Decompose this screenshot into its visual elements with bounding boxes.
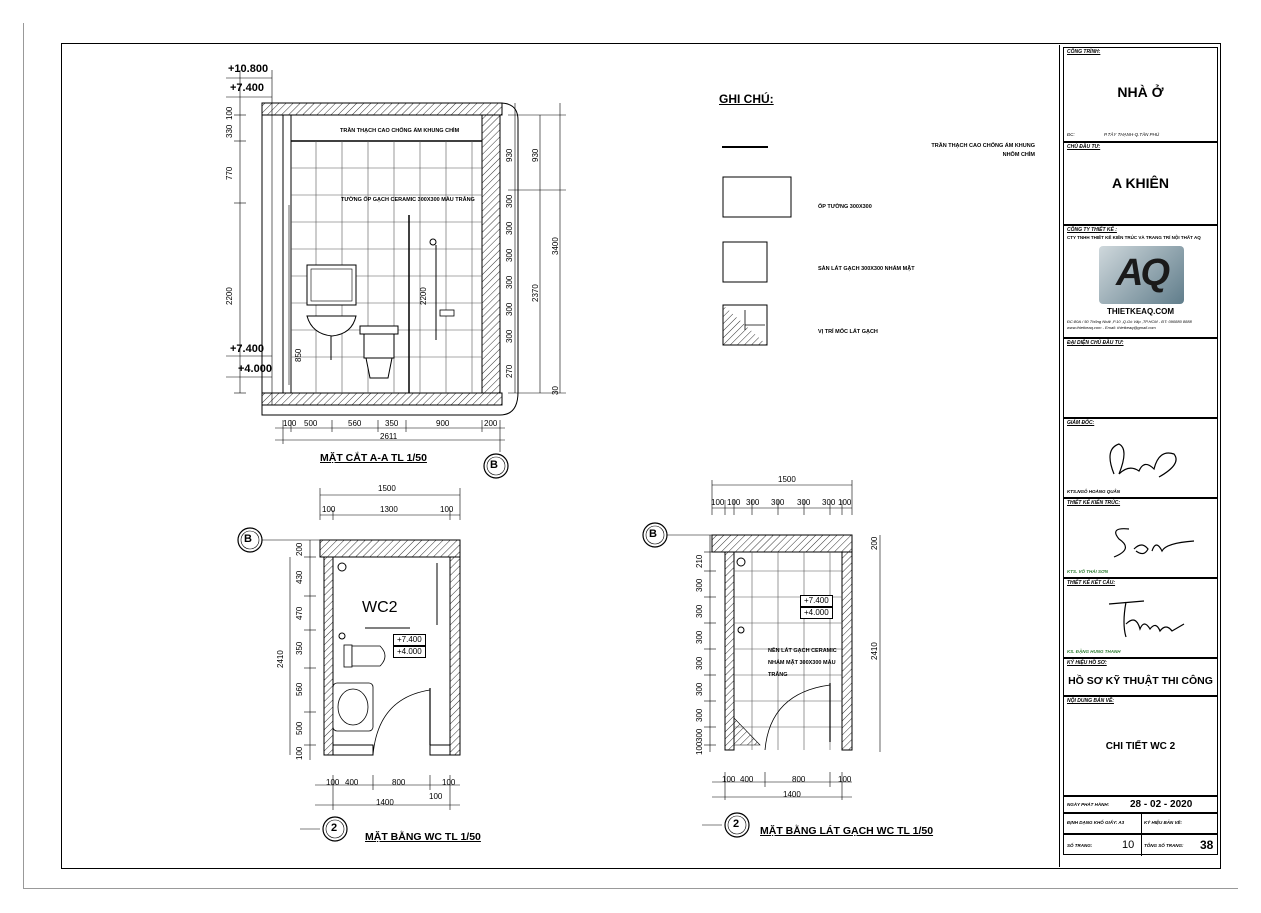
tb-page-cell <box>1063 834 1218 855</box>
plan-tile-dim-400: 400 <box>740 775 754 784</box>
tb-owner-cell <box>1063 142 1218 225</box>
dim-bottom-200: 200 <box>484 419 498 428</box>
tb-date-label: NGÀY PHÁT HÀNH: <box>1067 802 1110 807</box>
dim-left-770: 770 <box>225 166 234 180</box>
director-signature <box>1064 419 1219 499</box>
plan-wc-dim-b100c: 100 <box>429 792 443 801</box>
legend-symbols <box>722 147 791 345</box>
tb-page-divider <box>1141 835 1142 856</box>
plan-tile-dim-210: 210 <box>695 554 704 568</box>
plan-wc-level-7400: +7.400 <box>393 634 426 646</box>
legend-title: GHI CHÚ: <box>719 92 774 106</box>
dim-tile-300-4: 300 <box>505 275 514 289</box>
tb-director-cell <box>1063 418 1218 498</box>
level-10800: +10.800 <box>228 63 269 75</box>
plan-wc-dim-400: 400 <box>345 778 359 787</box>
tb-logo-box <box>1099 246 1184 304</box>
plan-wc-caption: MẶT BẰNG WC TL 1/50 <box>365 831 481 843</box>
wall-note: TƯỜNG ỐP GẠCH CERAMIC 300X300 MÀU TRẮNG <box>341 197 475 203</box>
plan-tile-dim-100c: 100 <box>838 498 852 507</box>
legend-marker: VỊ TRÍ MỐC LÁT GẠCH <box>818 329 878 335</box>
plan-wc-dim-500: 500 <box>295 721 304 735</box>
plan-tile-dim-100: 100 <box>695 741 704 755</box>
tb-owner: A KHIÊN <box>1111 175 1170 191</box>
plan-tile-dim-b100b: 100 <box>838 775 852 784</box>
tb-struct-cell <box>1063 578 1218 658</box>
plan-tile-level-7400: +7.400 <box>800 595 833 607</box>
plan-tile-dim-300-6: 300 <box>695 708 704 722</box>
legend-ceiling: TRẦN THẠCH CAO CHỐNG ẨM KHUNG NHÔM CHÌM <box>931 143 1035 158</box>
dim-bottom-560: 560 <box>348 419 362 428</box>
plan-tile-dim-800: 800 <box>792 775 806 784</box>
section-marker: B <box>490 459 498 471</box>
tb-project-cell <box>1063 47 1218 142</box>
dim-left-2200: 2200 <box>225 287 234 305</box>
dim-tile-270: 270 <box>505 364 514 378</box>
dim-tile-300-6: 300 <box>505 329 514 343</box>
plan-tile-dim-b100: 100 <box>722 775 736 784</box>
dim-right-3400: 3400 <box>551 237 560 255</box>
tb-company-label: CÔNG TY THIẾT KẾ : <box>1067 227 1117 233</box>
plan-wc-dim-470: 470 <box>295 606 304 620</box>
tb-address-label: ĐC: <box>1067 132 1075 137</box>
dim-right-30: 30 <box>551 386 560 395</box>
architect-signature <box>1064 499 1219 579</box>
tb-engineer: KS. ĐẶNG HUNG THANH <box>1067 649 1121 654</box>
plan-wc-level-4000: +4.000 <box>393 646 426 658</box>
tb-code-label: KÝ HIỆU HỒ SƠ: <box>1067 660 1107 666</box>
tb-total-label: TỔNG SỐ TRANG: <box>1144 843 1184 848</box>
level-7400-top: +7.400 <box>230 82 264 94</box>
tb-arch-label: THIẾT KẾ KIẾN TRÚC: <box>1067 500 1121 506</box>
plan-tile-dim-300-1: 300 <box>695 578 704 592</box>
tb-content-cell <box>1063 696 1218 796</box>
tb-content-label: NỘI DUNG BẢN VẼ: <box>1067 698 1114 704</box>
plan-wc-dim-100b: 100 <box>440 505 454 514</box>
dim-tile-300-5: 300 <box>505 302 514 316</box>
tb-format-label: ĐỊNH DẠNG KHỔ GIẤY: A3 <box>1067 820 1125 825</box>
level-4000: +4.000 <box>238 363 272 375</box>
plan-wc-marker: B <box>244 533 252 545</box>
tb-arch-cell <box>1063 498 1218 578</box>
plan-wc-dim-430: 430 <box>295 570 304 584</box>
tb-project-label: CÔNG TRÌNH: <box>1067 49 1101 55</box>
tb-website: THIETKEAQ.COM <box>1106 307 1175 316</box>
tb-date: 28 - 02 - 2020 <box>1130 799 1193 810</box>
tb-rep-label: ĐẠI DIỆN CHỦ ĐẦU TƯ: <box>1067 340 1124 346</box>
plan-tile-dim-100b: 100 <box>727 498 741 507</box>
tb-rep-cell <box>1063 338 1218 418</box>
plan-tile-dim-1500: 1500 <box>778 475 796 484</box>
plan-tile-dim-300-7: 300 <box>695 728 704 742</box>
tb-format-divider <box>1141 814 1142 835</box>
plan-tile-note: NỀN LÁT GẠCH CERAMIC NHÁM MẶT 300X300 MÀU TRẮNG <box>768 648 837 678</box>
ceiling-note: TRẦN THẠCH CAO CHỐNG ẨM KHUNG CHÌM <box>340 128 460 134</box>
plan-wc-dim-100c: 100 <box>295 746 304 760</box>
plan-tile-dim-300b: 300 <box>771 498 785 507</box>
tb-company-cell <box>1063 225 1218 338</box>
dim-tile-300-2: 300 <box>505 221 514 235</box>
dim-total-2611: 2611 <box>380 432 398 441</box>
dim-tile-930: 930 <box>505 148 514 162</box>
title-block <box>1059 45 1219 867</box>
engineer-signature <box>1064 579 1219 659</box>
plan-wc-dim-1400: 1400 <box>376 798 394 807</box>
tb-contact-2: www.thietkeaq.com - Email: thietkeaq@gmail.com <box>1067 325 1156 330</box>
plan-tile-dim-300a: 300 <box>746 498 760 507</box>
tb-code: HỒ SƠ KỸ THUẬT THI CÔNG <box>1068 675 1213 687</box>
tb-owner-label: CHỦ ĐẦU TƯ: <box>1067 144 1101 150</box>
tb-page-label: SỐ TRANG: <box>1067 843 1093 848</box>
dim-bottom-500: 500 <box>304 419 318 428</box>
plan-tile-dim-300-3: 300 <box>695 630 704 644</box>
dim-left-330: 330 <box>225 124 234 138</box>
dim-mid-2200: 2200 <box>419 287 428 305</box>
dim-tile-300-3: 300 <box>505 248 514 262</box>
tb-director: KTS.NGÔ HOÀNG QUÂN <box>1067 489 1121 494</box>
dim-tile-300-1: 300 <box>505 194 514 208</box>
legend-wall: ỐP TƯỜNG 300X300 <box>818 204 872 210</box>
tb-director-label: GIÁM ĐỐC: <box>1067 420 1095 426</box>
plan-tile-dim-300-4: 300 <box>695 656 704 670</box>
tb-total: 38 <box>1200 838 1214 852</box>
dim-bottom-900: 900 <box>436 419 450 428</box>
plan-wc-dim-b100: 100 <box>326 778 340 787</box>
tb-format-cell <box>1063 813 1218 834</box>
plan-tile-dim-200: 200 <box>870 536 879 550</box>
plan-wc-dim-2410: 2410 <box>276 650 285 668</box>
dim-right-2370: 2370 <box>531 284 540 302</box>
dim-bottom-100: 100 <box>283 419 297 428</box>
plan-wc-dim-1300: 1300 <box>380 505 398 514</box>
plan-tile-level-4000: +4.000 <box>800 607 833 619</box>
tb-struct-label: THIẾT KẾ KẾT CẤU: <box>1067 580 1116 586</box>
dim-bottom-350: 350 <box>385 419 399 428</box>
plan-tile-dim-2410: 2410 <box>870 642 879 660</box>
tb-content: CHI TIẾT WC 2 <box>1105 741 1176 752</box>
plan-tile-dim-100a: 100 <box>711 498 725 507</box>
tb-logo: AQ <box>1116 252 1167 294</box>
plan-tile-dim-300-2: 300 <box>695 604 704 618</box>
dim-right-930: 930 <box>531 148 540 162</box>
plan-wc-number: 2 <box>331 822 338 834</box>
level-7400: +7.400 <box>230 343 264 355</box>
legend-floor: SÀN LÁT GẠCH 300X300 NHÁM MẶT <box>818 266 915 272</box>
tb-code-cell <box>1063 658 1218 696</box>
plan-tile-dim-1400: 1400 <box>783 790 801 799</box>
tb-company: CTY TNHH THIẾT KẾ KIẾN TRÚC VÀ TRANG TRÍ NỘI THẤT AQ <box>1067 235 1201 240</box>
tb-address: P.TÂY THẠNH-Q.TÂN PHÚ <box>1104 132 1160 137</box>
plan-wc-dim-1500: 1500 <box>378 484 396 493</box>
plan-wc-dim-560: 560 <box>295 682 304 696</box>
plan-tile-dim-300c: 300 <box>797 498 811 507</box>
plan-tile-marker: B <box>649 528 657 540</box>
plan-tile-number: 2 <box>733 818 740 830</box>
plan-wc-dim-b100b: 100 <box>442 778 456 787</box>
plan-wc-dim-350: 350 <box>295 641 304 655</box>
tb-page: 10 <box>1122 839 1135 851</box>
plan-tile-caption: MẶT BẰNG LÁT GẠCH WC TL 1/50 <box>760 825 934 837</box>
plan-wc-dim-200: 200 <box>295 542 304 556</box>
section-caption: MẶT CẮT A-A TL 1/50 <box>320 452 427 464</box>
room-label: WC2 <box>362 599 398 616</box>
plan-tile-dim-300-5: 300 <box>695 682 704 696</box>
tb-sheet-code-label: KÝ HIỆU BẢN VẼ: <box>1144 820 1183 825</box>
plan-wc <box>238 488 460 841</box>
dim-left-100: 100 <box>225 106 234 120</box>
tb-contact-1: ĐC:80A / 50 Thống Nhất ,P.10 ,Q.Gò Vấp ,TP.HCM - ĐT: 090880 8888 <box>1067 319 1192 324</box>
plan-wc-dim-100a: 100 <box>322 505 336 514</box>
plan-wc-dim-800: 800 <box>392 778 406 787</box>
plan-tile-dim-300d: 300 <box>822 498 836 507</box>
dim-left-850: 850 <box>294 348 303 362</box>
tb-project: NHÀ Ở <box>1117 84 1164 100</box>
tb-date-cell <box>1063 796 1218 813</box>
tb-architect: KTS. VÕ THÁI SƠN <box>1067 569 1109 574</box>
